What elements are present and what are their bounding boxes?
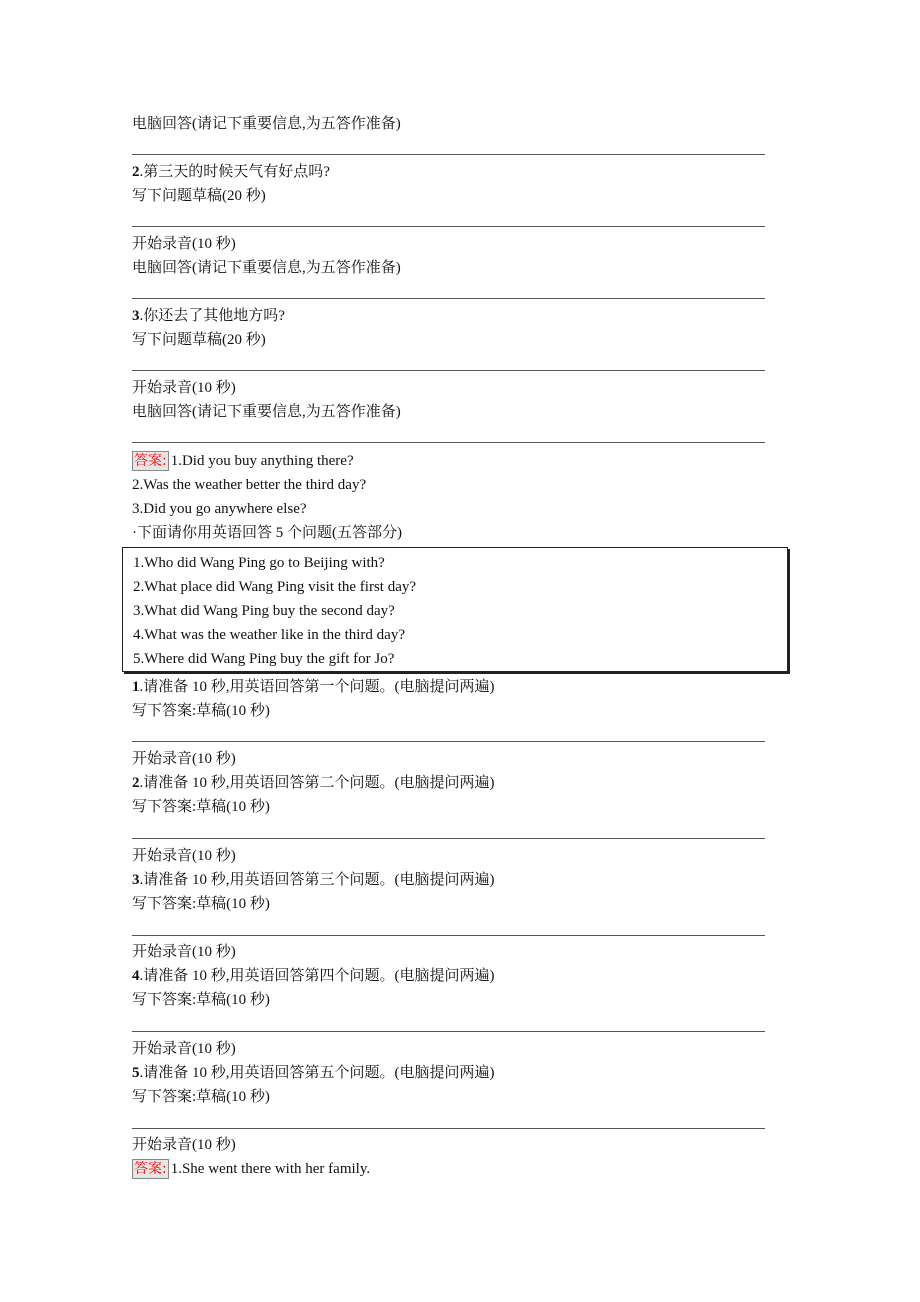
question-text: .你还去了其他地方吗?	[139, 308, 285, 324]
question-2	[132, 162, 330, 182]
record-instruction: 开始录音(10 秒)	[132, 751, 236, 767]
draft-instruction: 写下答案:草稿(10 秒)	[132, 799, 270, 815]
box-question-5: 5.Where did Wang Ping buy the gift for Jo?	[133, 651, 395, 667]
prompt-number: 4	[132, 968, 140, 984]
draft-instruction: 写下答案:草稿(10 秒)	[132, 896, 270, 912]
answer-line	[132, 154, 765, 155]
answer-row-1	[132, 451, 354, 471]
box-question-2: 2.What place did Wang Ping visit the first day?	[133, 579, 417, 595]
answer-line	[132, 226, 765, 227]
draft-instruction: 写下答案:草稿(10 秒)	[132, 703, 270, 719]
prompt-text: .请准备 10 秒,用英语回答第二个问题。(电脑提问两遍)	[139, 775, 495, 791]
answer-text: 1.She went there with her family.	[170, 1161, 371, 1177]
answer-line	[132, 442, 765, 443]
answer-line	[132, 1031, 765, 1032]
draft-instruction: 写下问题草稿(20 秒)	[132, 332, 266, 348]
computer-response-2: 电脑回答(请记下重要信息,为五答作准备)	[132, 260, 401, 276]
record-instruction: 开始录音(10 秒)	[132, 848, 236, 864]
answer-line	[132, 838, 765, 839]
box-question-4: 4.What was the weather like in the third day?	[133, 627, 405, 643]
prompt-2	[132, 773, 495, 793]
answer-row-2: 2.Was the weather better the third day?	[132, 477, 367, 493]
record-instruction: 开始录音(10 秒)	[132, 1137, 236, 1153]
answer-line	[132, 370, 765, 371]
answer-row-b1	[132, 1159, 370, 1179]
prompt-number: 2	[132, 775, 140, 791]
record-instruction: 开始录音(10 秒)	[132, 236, 236, 252]
questions-box	[122, 547, 788, 672]
prompt-text: .请准备 10 秒,用英语回答第三个问题。(电脑提问两遍)	[139, 872, 495, 888]
prompt-1	[132, 677, 495, 697]
record-instruction: 开始录音(10 秒)	[132, 1041, 236, 1057]
box-question-1: 1.Who did Wang Ping go to Beijing with?	[133, 555, 385, 571]
computer-response-3: 电脑回答(请记下重要信息,为五答作准备)	[132, 404, 401, 420]
answer-line	[132, 298, 765, 299]
record-instruction: 开始录音(10 秒)	[132, 380, 236, 396]
answer-badge[interactable]: 答案:	[134, 453, 167, 469]
answer-row-3: 3.Did you go anywhere else?	[132, 501, 307, 517]
question-number: 3	[132, 308, 140, 324]
prompt-text: .请准备 10 秒,用英语回答第五个问题。(电脑提问两遍)	[139, 1065, 495, 1081]
box-question-3: 3.What did Wang Ping buy the second day?	[133, 603, 395, 619]
prompt-text: .请准备 10 秒,用英语回答第四个问题。(电脑提问两遍)	[139, 968, 495, 984]
prompt-number: 5	[132, 1065, 140, 1081]
question-3	[132, 306, 285, 326]
section-intro: ·下面请你用英语回答 5 个问题(五答部分)	[132, 525, 402, 541]
answer-line	[132, 1128, 765, 1129]
prompt-5	[132, 1063, 495, 1083]
draft-instruction: 写下问题草稿(20 秒)	[132, 188, 266, 204]
question-number: 2	[132, 164, 140, 180]
question-text: .第三天的时候天气有好点吗?	[139, 164, 330, 180]
prompt-number: 3	[132, 872, 140, 888]
answer-badge[interactable]: 答案:	[134, 1161, 167, 1177]
prompt-4	[132, 966, 495, 986]
computer-response-1: 电脑回答(请记下重要信息,为五答作准备)	[132, 116, 401, 132]
record-instruction: 开始录音(10 秒)	[132, 944, 236, 960]
answer-line	[132, 935, 765, 936]
draft-instruction: 写下答案:草稿(10 秒)	[132, 1089, 270, 1105]
prompt-3	[132, 870, 495, 890]
prompt-number: 1	[132, 679, 140, 695]
draft-instruction: 写下答案:草稿(10 秒)	[132, 992, 270, 1008]
prompt-text: .请准备 10 秒,用英语回答第一个问题。(电脑提问两遍)	[139, 679, 495, 695]
answer-text: 1.Did you buy anything there?	[170, 453, 354, 469]
answer-line	[132, 741, 765, 742]
